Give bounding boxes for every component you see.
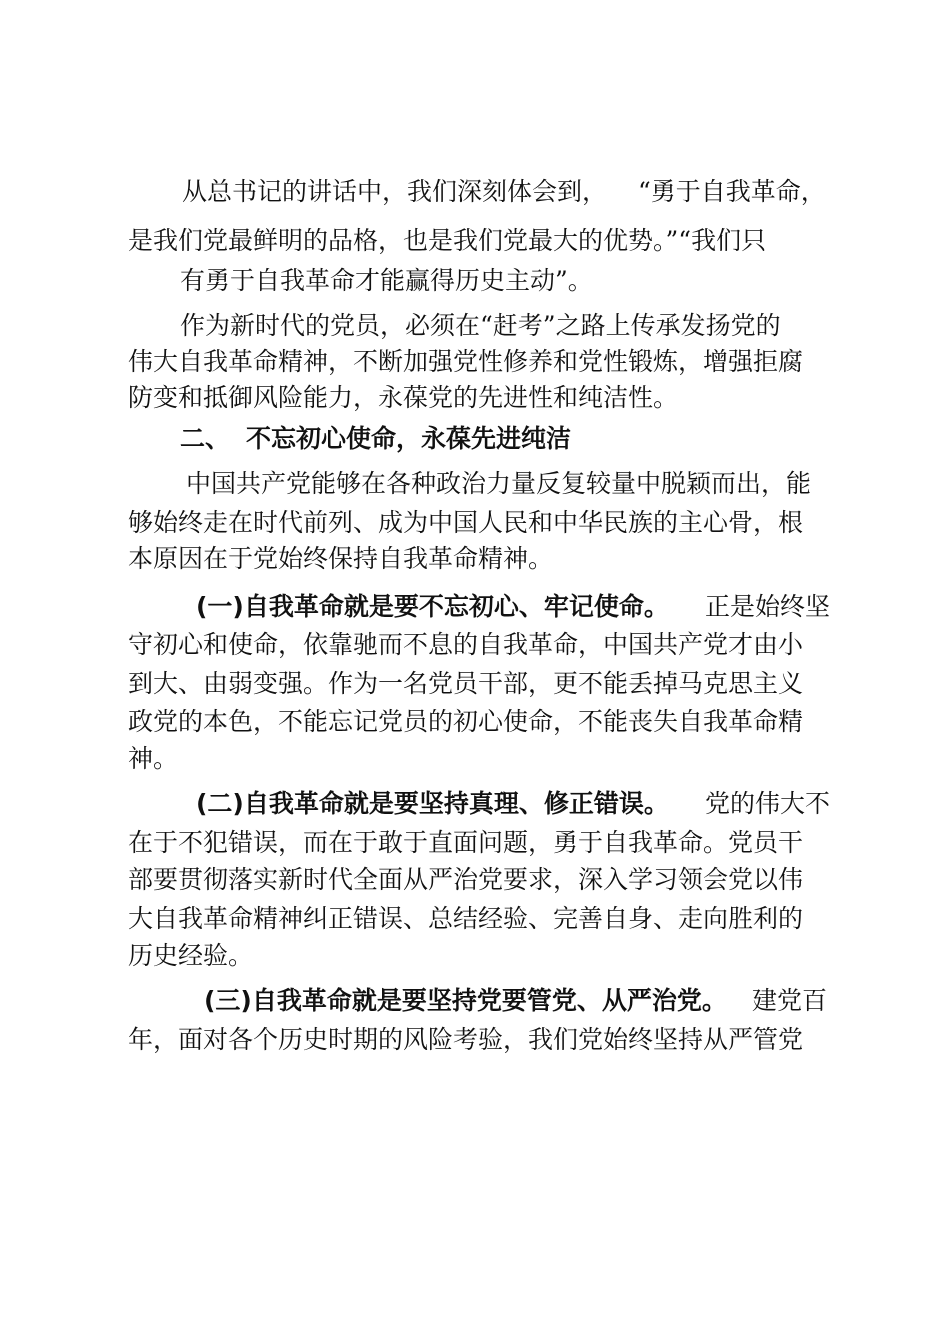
intro-line-2: 够始终走在时代前列、成为中国人民和中华民族的主心骨，根 <box>128 508 804 537</box>
point-three-heading: (三)自我革命就是要坚持党要管党、从严治党。 <box>204 986 727 1015</box>
role-line-1: 作为新时代的党员，必须在“赶考”之路上传承发扬党的 <box>180 311 781 340</box>
point-three-line-2: 年，面对各个历史时期的风险考验，我们党始终坚持从严管党 <box>128 1025 804 1054</box>
quote-line-2: 是我们党最鲜明的品格，也是我们党最大的优势。”“我们只 <box>128 226 767 255</box>
point-two-line-5: 历史经验。 <box>128 941 254 970</box>
section-heading-title: 不忘初心使命，永葆先进纯洁 <box>246 424 572 453</box>
point-two-line-3: 部要贯彻落实新时代全面从严治党要求，深入学习领会党以伟 <box>128 865 804 894</box>
point-one-line-1-tail: 正是始终坚 <box>705 592 831 621</box>
point-one-heading: (一)自我革命就是要不忘初心、牢记使命。 <box>196 592 669 621</box>
point-two-line-4: 大自我革命精神纠正错误、总结经验、完善自身、走向胜利的 <box>128 904 804 933</box>
point-three-line-1-tail: 建党百 <box>752 986 828 1015</box>
point-two-line-2: 在于不犯错误，而在于敢于直面问题，勇于自我革命。党员干 <box>128 828 804 857</box>
intro-line-3: 本原因在于党始终保持自我革命精神。 <box>128 544 554 573</box>
quote-line-3: 有勇于自我革命才能赢得历史主动”。 <box>180 266 593 295</box>
role-line-2: 伟大自我革命精神，不断加强党性修养和党性锻炼，增强拒腐 <box>128 347 804 376</box>
section-heading-number: 二、 <box>180 424 231 453</box>
role-line-3: 防变和抵御风险能力，永葆党的先进性和纯洁性。 <box>128 383 679 412</box>
point-one-line-3: 到大、由弱变强。作为一名党员干部，更不能丢掉马克思主义 <box>128 669 804 698</box>
point-two-line-1-tail: 党的伟大不 <box>705 789 831 818</box>
quote-line-1a: 从总书记的讲话中，我们深刻体会到， <box>182 177 608 206</box>
intro-line-1: 中国共产党能够在各种政治力量反复较量中脱颖而出，能 <box>186 469 812 498</box>
quote-line-1b: “勇于自我革命， <box>638 177 826 206</box>
point-two-heading: (二)自我革命就是要坚持真理、修正错误。 <box>196 789 669 818</box>
point-one-line-4: 政党的本色，不能忘记党员的初心使命，不能丧失自我革命精 <box>128 707 804 736</box>
point-one-line-2: 守初心和使命，依靠驰而不息的自我革命，中国共产党才由小 <box>128 630 804 659</box>
point-one-line-5: 神。 <box>128 744 179 773</box>
